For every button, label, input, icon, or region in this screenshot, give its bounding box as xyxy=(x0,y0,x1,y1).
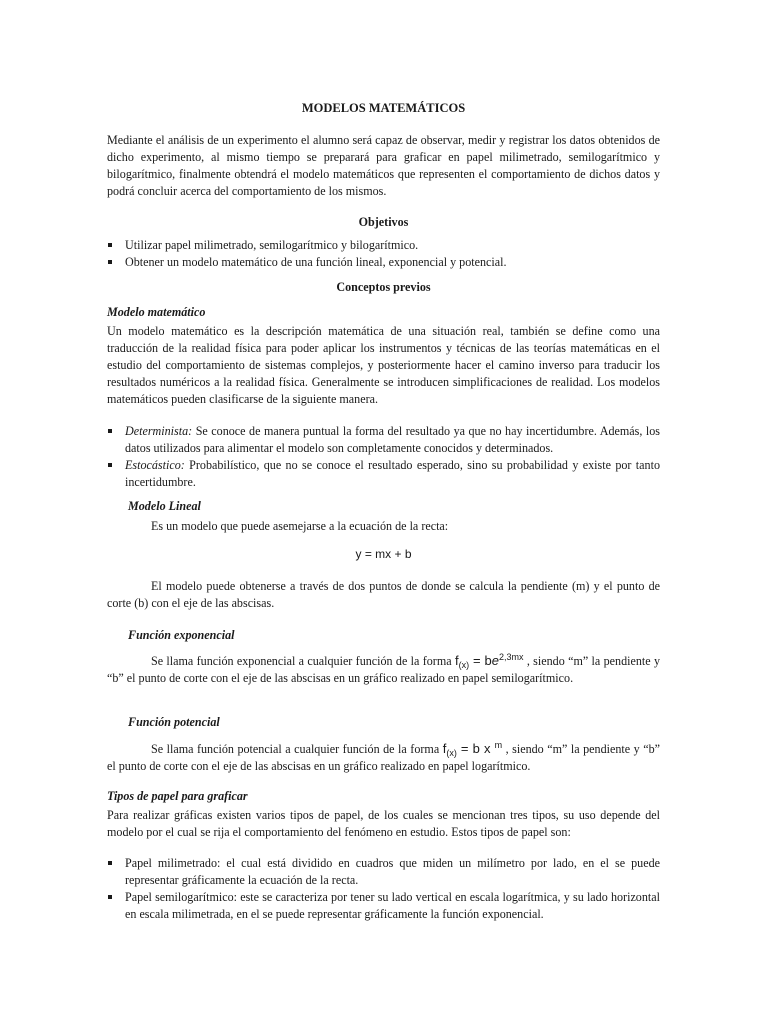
list-item: Utilizar papel milimetrado, semilogarítmico y bilogarítmico. xyxy=(107,237,660,254)
tipos-papel-paragraph: Para realizar gráficas existen varios tipos de papel, de los cuales se mencionan tres tipos, su uso depende del modelo por el cual se rija el comportamiento del fenómeno en estudio. Estos tipos de papel son: xyxy=(107,808,660,839)
exponencial-text-before: Se llama función exponencial a cualquier función de la forma xyxy=(151,654,455,668)
exponencial-heading: Función exponencial xyxy=(128,628,235,642)
modelo-matematico-paragraph: Un modelo matemático es la descripción matemática de una situación real, también se define como una traducción de la realidad física para poder aplicar los instrumentos y técnicas de las teorías matemáticas en el estudio del comportamiento de sistemas complejos, y posteriormente hacer el camino inverso para traducir los resultados numéricos a la realidad física. Generalmente se introducen simplificaciones de realidad. Los modelos matemáticos pueden clasificarse de la siguiente manera. xyxy=(107,324,660,406)
exponencial-formula xyxy=(455,653,524,668)
term-estocastico-text: Probabilístico, que no se conoce el resultado esperado, sino su probabilidad y existe por tanto incertidumbre. xyxy=(125,458,660,489)
formula-exponent: 2,3mx xyxy=(498,652,524,662)
term-determinista-text: Se conoce de manera puntual la forma del resultado ya que no hay incertidumbre. Además, los datos utilizados para alimentar el modelo son completamente conocidos y determinados. xyxy=(125,424,660,455)
objetivos-heading: Objetivos xyxy=(358,215,409,229)
list-item xyxy=(107,423,660,457)
potencial-text-after: , siendo “m” la pendiente y “b” el punto de corte con el eje de las abscisas en un gráfico realizado en papel logarítmico. xyxy=(107,742,660,773)
formula-subscript: (x) xyxy=(446,748,457,758)
tipos-papel-heading: Tipos de papel para graficar xyxy=(107,789,248,803)
exponencial-paragraph xyxy=(107,652,660,687)
modelo-lineal-heading: Modelo Lineal xyxy=(128,499,201,513)
potencial-formula xyxy=(443,741,502,756)
potencial-text-before: Se llama función potencial a cualquier función de la forma xyxy=(151,742,443,756)
modelo-matematico-heading: Modelo matemático xyxy=(107,305,206,319)
potencial-paragraph xyxy=(107,740,660,775)
formula-e: e xyxy=(491,653,499,668)
list-item: Papel semilogarítmico: este se caracteriza por tener su lado vertical en escala logarítmica, y su lado horizontal en escala milimetrada, en el se puede representar gráficamente la función exponencial. xyxy=(107,889,660,923)
intro-paragraph: Mediante el análisis de un experimento el alumno será capaz de observar, medir y registrar los datos obtenidos de dicho experimento, al mismo tiempo se preparará para graficar en papel milimetrado, semilogarítmico y bilogarítmico, finalmente obtendrá el modelo matemáticos que representen el comportamiento de dichos datos y podrá concluir acerca del comportamiento de los mismos. xyxy=(107,133,660,198)
tipos-papel-list xyxy=(107,855,660,923)
tipos-modelo-list xyxy=(107,423,660,491)
conceptos-heading: Conceptos previos xyxy=(336,280,431,294)
page-title: MODELOS MATEMÁTICOS xyxy=(301,101,466,115)
modelo-lineal-text: Es un modelo que puede asemejarse a la ecuación de la recta: xyxy=(151,519,449,533)
exponencial-text-after: , siendo “m” la pendiente y “b” el punto de corte con el eje de las abscisas en un gráfico realizado en papel semilogarítmico. xyxy=(107,654,661,685)
list-item xyxy=(107,457,660,491)
term-determinista: Determinista: xyxy=(125,424,193,438)
formula-f: f xyxy=(454,653,459,668)
objetivos-list xyxy=(107,237,660,271)
linear-equation: y = mx + b xyxy=(355,547,412,561)
potencial-heading: Función potencial xyxy=(128,715,220,729)
formula-exponent: m xyxy=(494,740,503,750)
formula-mid: = b x xyxy=(456,741,495,756)
modelo-lineal-text-2: El modelo puede obtenerse a través de dos puntos de donde se calcula la pendiente (m) y el punto de corte (b) con el eje de las abscisas. xyxy=(107,579,660,610)
term-estocastico: Estocástico: xyxy=(125,458,185,472)
formula-mid: = b xyxy=(469,653,492,668)
formula-f: f xyxy=(442,741,447,756)
list-item: Papel milimetrado: el cual está dividido en cuadros que miden un milímetro por lado, en el se puede representar gráficamente la ecuación de la recta. xyxy=(107,855,660,889)
list-item: Obtener un modelo matemático de una función lineal, exponencial y potencial. xyxy=(107,254,660,271)
formula-subscript: (x) xyxy=(458,660,470,670)
